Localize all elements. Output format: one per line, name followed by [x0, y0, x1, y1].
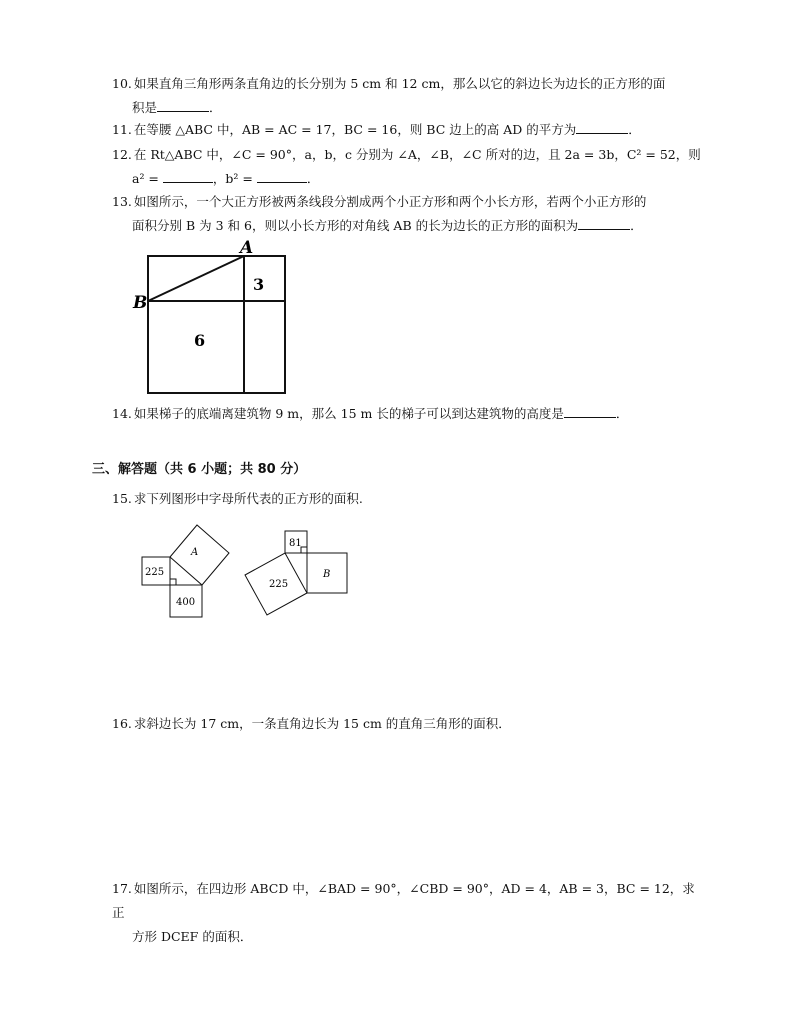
label-b: B	[133, 293, 148, 313]
figure-15-right	[245, 531, 347, 615]
formula-label: a² =	[132, 171, 159, 186]
question-text: 面积分别 B 为 3 和 6，则以小长方形的对角线 AB 的长为边长的正方形的面积为	[132, 218, 579, 233]
square-a	[170, 525, 229, 585]
area-b: B	[323, 569, 331, 580]
formula-label: b² =	[225, 171, 253, 186]
answer-blank[interactable]	[564, 403, 616, 418]
big-square	[148, 256, 285, 393]
answer-blank[interactable]	[257, 168, 307, 183]
question-text: 在 Rt△ABC 中，∠C = 90°，a，b，c 分别为 ∠A，∠B，∠C 所对的边，且 2a = 3b，C² = 52，则	[133, 147, 701, 162]
area-400: 400	[176, 597, 196, 608]
question-11	[112, 118, 707, 142]
figure-13	[128, 238, 293, 398]
area-large-square: 6	[194, 331, 206, 350]
answer-blank[interactable]	[157, 97, 209, 112]
answer-blank[interactable]	[163, 168, 213, 183]
question-text: 积是	[132, 100, 158, 115]
question-10	[112, 72, 707, 120]
question-text: 求下列图形中字母所代表的正方形的面积.	[133, 491, 363, 506]
diagonal-ab	[148, 256, 244, 301]
area-a: A	[191, 547, 199, 558]
area-small-square: 3	[253, 275, 265, 294]
question-number: 15.	[112, 491, 132, 506]
area-225-right: 225	[269, 579, 289, 590]
question-text: 如果梯子的底端离建筑物 9 m，那么 15 m 长的梯子可以到达建筑物的高度是	[133, 406, 564, 421]
punctuation: ．	[615, 406, 629, 421]
question-text: 如果直角三角形两条直角边的长分别为 5 cm 和 12 cm，那么以它的斜边长为边长的正方形的面	[133, 76, 666, 91]
question-14	[112, 402, 707, 426]
area-81: 81	[289, 538, 302, 549]
question-text: 如图所示，在四边形 ABCD 中，∠BAD = 90°，∠CBD = 90°，AD = 4，AB = 3，BC = 12，求正	[112, 881, 695, 920]
question-text: 求斜边长为 17 cm，一条直角边长为 15 cm 的直角三角形的面积．	[133, 716, 511, 731]
question-number: 12.	[112, 147, 132, 162]
punctuation: ，	[212, 171, 226, 186]
answer-blank[interactable]	[578, 215, 630, 230]
punctuation: ．	[306, 171, 320, 186]
question-continuation	[112, 167, 707, 191]
punctuation: ．	[209, 100, 222, 115]
question-number: 11.	[112, 122, 132, 137]
question-continuation	[112, 214, 707, 238]
question-number: 13.	[112, 194, 132, 209]
area-225: 225	[145, 567, 165, 578]
right-angle-mark	[301, 547, 307, 553]
punctuation: ．	[628, 122, 641, 137]
right-angle-mark	[170, 579, 176, 585]
question-number: 16.	[112, 716, 132, 731]
figure-15-left	[142, 525, 229, 617]
figure-15	[130, 515, 370, 625]
question-text: 在等腰 △ABC 中，AB = AC = 17，BC = 16，则 BC 边上的高 AD 的平方为	[133, 122, 577, 137]
question-number: 10.	[112, 76, 132, 91]
question-continuation	[112, 96, 707, 120]
question-number: 14.	[112, 406, 132, 421]
question-continuation: 方形 DCEF 的面积．	[132, 929, 253, 944]
question-13	[112, 190, 707, 238]
answer-blank[interactable]	[576, 119, 628, 134]
punctuation: ．	[630, 218, 643, 233]
question-text: 如图所示，一个大正方形被两条线段分割成两个小正方形和两个小长方形，若两个小正方形的	[133, 194, 647, 209]
section-title: 三、解答题（共 6 小题；共 80 分）	[92, 462, 307, 477]
question-12	[112, 143, 707, 191]
question-15	[112, 487, 707, 511]
question-17	[112, 877, 707, 949]
label-a: A	[240, 238, 254, 258]
question-16	[112, 712, 707, 736]
question-number: 17.	[112, 881, 132, 896]
